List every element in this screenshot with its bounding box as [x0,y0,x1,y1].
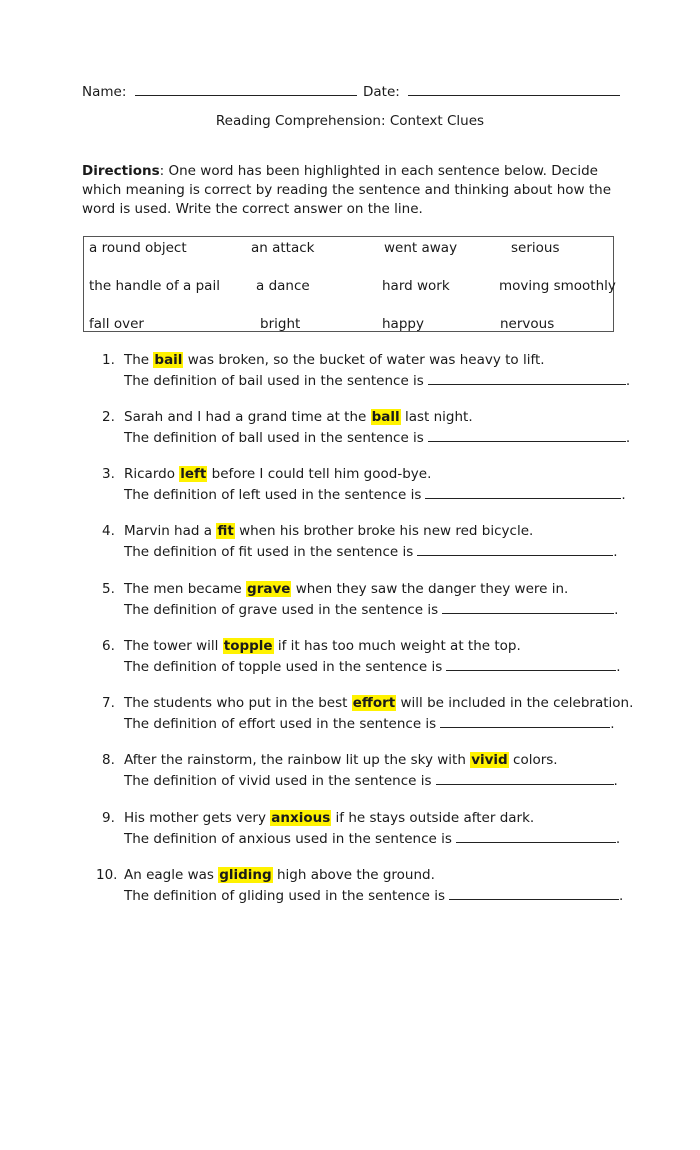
sentence-text: high above the ground. [272,867,435,883]
definition-prompt: The definition of gliding used in the sentence is [124,888,446,904]
name-field[interactable] [135,83,357,96]
definition-prompt: The definition of anxious used in the sentence is [124,831,452,847]
definition-prompt: The definition of bail used in the sentence is [124,373,424,389]
highlighted-word: left [180,466,207,482]
question-number: 7. [102,695,115,711]
word-bank-item: an attack [251,240,315,256]
period: . [613,544,618,560]
question-number: 1. [102,352,115,368]
answer-blank[interactable] [446,658,616,671]
definition-prompt: The definition of fit used in the sentence is [124,544,414,560]
highlighted-word: grave [247,581,291,597]
word-bank-item: serious [511,240,560,256]
question-number: 5. [102,581,115,597]
directions [82,162,612,219]
highlighted-word: topple [223,638,273,654]
word-bank-item: went away [384,240,458,256]
definition-prompt: The definition of ball used in the sentence is [124,430,424,446]
date-field[interactable] [408,83,620,96]
sentence-text: will be included in the celebration. [396,695,634,711]
sentence-text: The students who put in the best [124,695,352,711]
answer-blank[interactable] [442,601,614,614]
sentence-text: colors. [508,752,558,768]
definition-prompt: The definition of topple used in the sentence is [124,659,443,675]
header-row [82,83,620,100]
period: . [619,888,624,904]
question-number: 6. [102,638,115,654]
period: . [615,831,621,847]
word-bank-item: fall over [89,316,144,332]
question-number: 10. [96,867,118,883]
sentence-text: The [124,352,154,368]
word-bank-item: bright [260,316,301,332]
answer-blank[interactable] [456,830,616,843]
question-number: 4. [102,523,115,539]
highlighted-word: effort [352,695,396,711]
question-number: 8. [102,752,115,768]
highlighted-word: bail [154,352,183,368]
period: . [625,373,631,389]
highlighted-word: fit [217,523,234,539]
word-bank-item: nervous [500,316,555,332]
period: . [610,716,615,732]
sentence-text: Marvin had a [124,523,217,539]
sentence-text: His mother gets very [124,810,271,826]
sentence-text: when they saw the danger they were in. [291,581,569,597]
definition-prompt: The definition of vivid used in the sentence is [124,773,432,789]
period: . [625,430,631,446]
question-number: 9. [102,810,115,826]
word-bank-item: a round object [89,240,187,256]
answer-blank[interactable] [428,372,626,385]
sentence-text: The tower will [124,638,223,654]
sentence-text: The men became [124,581,247,597]
directions-text: : One word has been highlighted in each sentence below. Decide which meaning is correct by reading the sentence and thinking about how the word is used. Write the correct answer on the line. [82,163,612,217]
period: . [621,487,626,503]
sentence-text: if he stays outside after dark. [331,810,535,826]
directions-label: Directions [82,163,160,179]
period: . [613,773,618,789]
name-label: Name: [82,84,127,100]
sentence-text: was broken, so the bucket of water was heavy to lift. [183,352,545,368]
sentence-text: Sarah and I had a grand time at the [124,409,371,425]
answer-blank[interactable] [440,715,610,728]
answer-blank[interactable] [449,887,619,900]
worksheet-title: Reading Comprehension: Context Clues [215,113,485,129]
sentence-text: An eagle was [124,867,219,883]
highlighted-word: vivid [471,752,508,768]
answer-blank[interactable] [425,486,621,499]
question-number: 2. [102,409,115,425]
definition-prompt: The definition of grave used in the sentence is [124,602,439,618]
word-bank [83,236,614,332]
word-bank-item: the handle of a pail [89,278,220,294]
highlighted-word: anxious [271,810,331,826]
highlighted-word: ball [371,409,400,425]
period: . [614,602,619,618]
period: . [616,659,621,675]
word-bank-item: happy [382,316,424,332]
definition-prompt: The definition of left used in the sentence is [124,487,422,503]
sentence-text: when his brother broke his new red bicycle. [234,523,534,539]
sentence-text: last night. [400,409,473,425]
sentence-text: before I could tell him good-bye. [207,466,432,482]
answer-blank[interactable] [436,772,614,785]
sentence-text: After the rainstorm, the rainbow lit up the sky with [124,752,471,768]
word-bank-item: hard work [382,278,450,294]
sentence-text: Ricardo [124,466,180,482]
answer-blank[interactable] [417,543,613,556]
definition-prompt: The definition of effort used in the sentence is [124,716,437,732]
highlighted-word: gliding [219,867,272,883]
sentence-text: if it has too much weight at the top. [273,638,521,654]
question-number: 3. [102,466,115,482]
word-bank-item: a dance [256,278,310,294]
date-label: Date: [362,84,400,100]
word-bank-item: moving smoothly [499,278,616,294]
answer-blank[interactable] [428,429,626,442]
